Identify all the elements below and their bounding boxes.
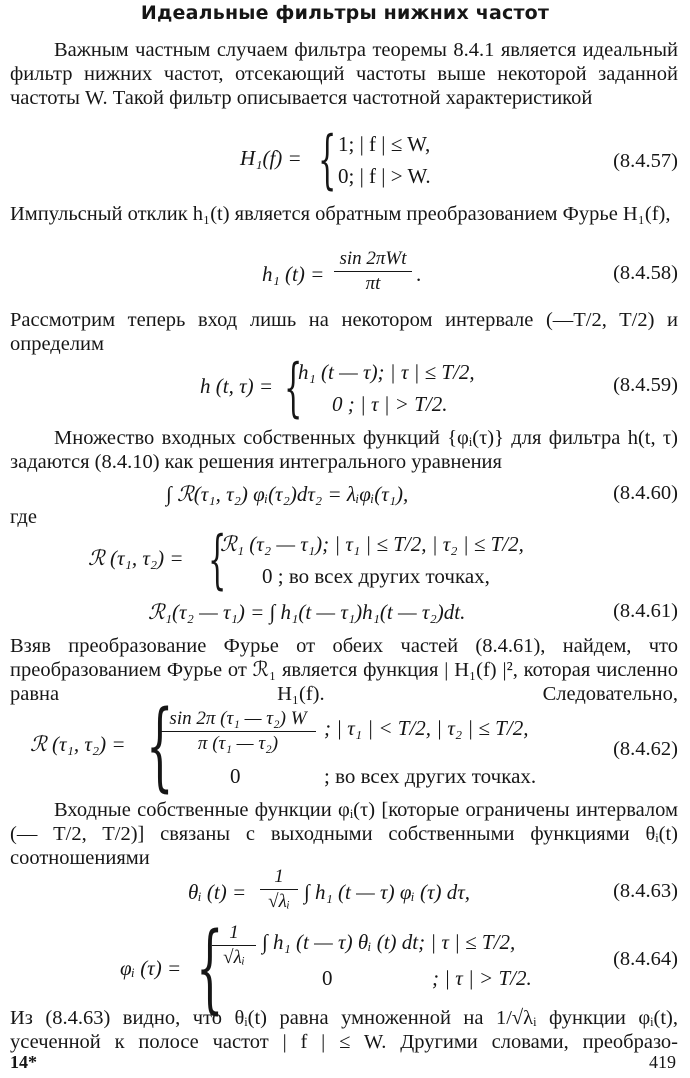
eq62-lhs: ℛ (τ₁, τ₂) = xyxy=(30,732,126,756)
eq62-number: (8.4.62) xyxy=(613,738,678,760)
eq61-body: ℛ₁(τ₂ — τ₁) = ∫ h₁(t — τ₁)h₁(t — τ₂)dt. xyxy=(148,600,466,624)
eq57-case2: 0; | f | > W. xyxy=(338,164,431,188)
where-word: где xyxy=(10,506,37,528)
eq63-body: ∫ h₁ (t — τ) φᵢ (τ) dτ, xyxy=(304,880,471,904)
eq59-lhs: h (t, τ) = xyxy=(200,374,274,398)
eq59-number: (8.4.59) xyxy=(613,374,678,396)
eq59-case1: h₁ (t — τ); | τ | ≤ T/2, xyxy=(298,360,475,384)
eqR-brace: { xyxy=(208,523,227,597)
eq64-brace: { xyxy=(196,912,224,1024)
signature-mark: 14* xyxy=(10,1052,37,1072)
eq64-fraction xyxy=(212,922,256,969)
eq57-number: (8.4.57) xyxy=(613,150,678,172)
eq59-brace: { xyxy=(284,351,303,425)
eq62-fraction xyxy=(160,708,316,755)
eq64-case1: ∫ h₁ (t — τ) θᵢ (t) dt; | τ | ≤ T/2, xyxy=(262,930,516,954)
eq64-case2-conditions: ; | τ | > T/2. xyxy=(432,966,532,990)
eq57-lhs: H₁(f) = xyxy=(240,146,302,170)
eq63-lhs: θᵢ (t) = xyxy=(188,880,247,904)
eq63-number: (8.4.63) xyxy=(613,880,678,902)
eqR-lhs: ℛ (τ₁, τ₂) = xyxy=(88,546,184,570)
paragraph-intro: Важным частным случаем фильтра теоремы 8.4.1 является идеальный фильтр нижних частот, отсекающий частоты выше некоторой заданной частоты W. Такой фильтр описывается частотной характеристикой xyxy=(10,39,678,109)
eq60-number: (8.4.60) xyxy=(613,482,678,504)
paragraph-eigen: Множество входных собственных функций {φᵢ(τ)} для фильтра h(t, τ) задаются (8.4.10) как решения интегрального уравнения xyxy=(10,427,678,473)
paragraph-fourier: Взяв преобразование Фурье от обеих частей (8.4.61), найдем, что преобразованием Фурье от ℛ₁ является функция | H₁(f) |², которая численно равна H₁(f). Следовательно, xyxy=(10,635,678,705)
eq64-case2-value: 0 xyxy=(322,966,333,990)
eq63-denominator: √λᵢ xyxy=(268,891,290,912)
eq58-tail: . xyxy=(416,262,422,286)
eq61-number: (8.4.61) xyxy=(613,600,678,622)
eq62-case2-conditions: ; во всех других точках. xyxy=(324,764,537,788)
eq64-lhs: φᵢ (τ) = xyxy=(120,956,182,980)
page-number: 419 xyxy=(649,1052,676,1072)
eq62-case2-value: 0 xyxy=(230,764,241,788)
eq57-brace: { xyxy=(318,123,337,197)
section-title: Идеальные фильтры нижних частот xyxy=(140,2,550,24)
eq58-number: (8.4.58) xyxy=(613,262,678,284)
eq64-denominator: √λᵢ xyxy=(223,947,245,968)
paragraph-interval: Рассмотрим теперь вход лишь на некотором интервале (—T/2, T/2) и определим xyxy=(10,309,678,355)
eq62-numerator: sin 2π (τ₁ — τ₂) W xyxy=(160,708,316,732)
paragraph-conclusion: Из (8.4.63) видно, что θᵢ(t) равна умноженной на 1/√λᵢ функции φᵢ(t), усеченной к полосе частот | f | ≤ W. Другими словами, преобразо- xyxy=(10,1007,678,1053)
eq62-brace: { xyxy=(146,690,174,802)
paragraph-impulse: Импульсный отклик h₁(t) является обратным преобразованием Фурье H₁(f), xyxy=(10,203,671,225)
paragraph-relations: Входные собственные функции φᵢ(τ) [которые ограничены интервалом (— T/2, T/2)] связаны с выходными собственными функциями θᵢ(t) соотношениями xyxy=(10,799,678,869)
eq57-case1: 1; | f | ≤ W, xyxy=(338,132,431,156)
eqR-case2: 0 ; во всех других точках, xyxy=(262,564,490,588)
eqR-case1: ℛ₁ (τ₂ — τ₁); | τ₁ | ≤ T/2, | τ₂ | ≤ T/2, xyxy=(220,532,524,556)
eq58-numerator: sin 2πWt xyxy=(334,248,412,272)
eq64-numerator: 1 xyxy=(212,922,256,946)
eq59-case2: 0 ; | τ | > T/2. xyxy=(332,392,448,416)
eq58-fraction xyxy=(334,248,412,295)
eq58-lhs: h₁ (t) = xyxy=(262,262,325,286)
eq62-denominator: π (τ₁ — τ₂) xyxy=(197,733,279,754)
eq60-body: ∫ ℛ(τ₁, τ₂) φᵢ(τ₂)dτ₂ = λᵢφᵢ(τ₁), xyxy=(166,482,409,506)
eq64-number: (8.4.64) xyxy=(613,948,678,970)
eq62-case1-conditions: ; | τ₁ | < T/2, | τ₂ | ≤ T/2, xyxy=(324,716,529,740)
eq63-fraction xyxy=(260,866,298,913)
eq58-denominator: πt xyxy=(365,273,381,294)
eq63-numerator: 1 xyxy=(260,866,298,890)
